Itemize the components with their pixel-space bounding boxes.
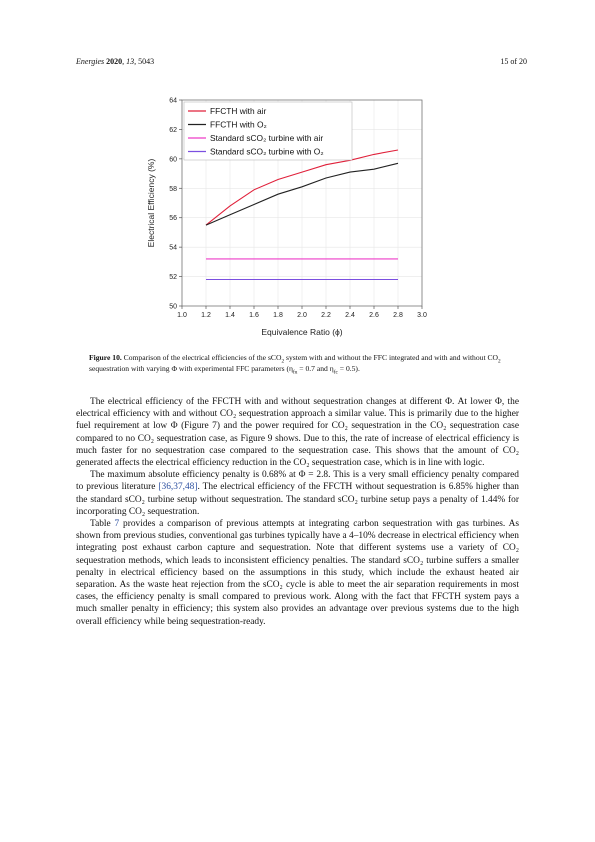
paragraph-text: . The electrical efficiency of the FFCTH without sequestration is 6.85% higher than the standard sCO₂ turbine setup without sequestration. The standard sCO₂ turbine setup pays a penalty of 1.44% for incorporating CO₂ sequestration. <box>76 482 519 517</box>
caption-text: = 0.5). <box>337 364 360 373</box>
y-tick-label: 62 <box>169 126 177 134</box>
caption-sub: fu <box>292 369 298 376</box>
y-tick-label: 50 <box>169 303 177 311</box>
y-tick-label: 56 <box>169 215 177 223</box>
journal-name: Energies <box>76 57 105 66</box>
x-tick-label: 2.6 <box>369 312 379 319</box>
x-tick-label: 2.8 <box>393 312 403 319</box>
table-link[interactable]: 7 <box>114 519 120 530</box>
figure-caption <box>89 352 519 374</box>
legend-entry: FFCTH with air <box>210 106 267 116</box>
y-tick-label: 64 <box>169 97 177 105</box>
x-tick-label: 2.0 <box>297 312 307 319</box>
legend-entry: Standard sCO₂ turbine with O₂ <box>210 146 324 157</box>
page-header <box>76 57 527 69</box>
caption-sub: 2 <box>498 358 501 365</box>
y-tick-label: 52 <box>169 274 177 282</box>
y-tick-label: 54 <box>169 244 177 252</box>
caption-text: sequestration with varying Φ with experimental FFC parameters (η <box>89 364 293 373</box>
body-text <box>76 396 519 628</box>
legend-entry: Standard sCO₂ turbine with air <box>210 133 324 143</box>
y-tick-label: 60 <box>169 156 177 164</box>
x-tick-label: 2.4 <box>345 312 355 319</box>
journal-citation: Energies 2020, 13, 5043 <box>76 57 155 66</box>
x-tick-label: 1.8 <box>273 312 283 319</box>
caption-text: = 0.7 and η <box>297 364 334 373</box>
paragraph-text: The maximum absolute efficiency penalty is 0.68% at Φ = 2.8. This is a very small efficiency penalty compared to previous literature <box>76 470 519 493</box>
x-tick-label: 1.4 <box>225 312 235 319</box>
legend-entry: FFCTH with O₂ <box>210 119 267 130</box>
citation-link[interactable]: [36,37,48] <box>158 482 198 493</box>
x-tick-label: 1.0 <box>177 312 187 319</box>
page-number: 15 of 20 <box>500 57 527 66</box>
x-tick-label: 2.2 <box>321 312 331 319</box>
x-tick-label: 1.2 <box>201 312 211 319</box>
paragraph-text: Table <box>90 519 115 530</box>
paragraph-2 <box>76 469 519 518</box>
efficiency-chart <box>140 92 456 348</box>
caption-text: system with and without the FFC integrated and with and without CO <box>284 353 498 362</box>
caption-sub: fc <box>333 369 338 376</box>
caption-sub: 2 <box>281 358 285 365</box>
journal-year: 2020 <box>106 57 123 66</box>
figure-label: Figure 10. <box>89 353 122 362</box>
paragraph-text: provides a comparison of previous attempts at integrating carbon sequestration with gas turbines. As shown from previous studies, conventional gas turbines typically have a 4–10% decrease in electrical efficiency when integrating post exhaust carbon capture and sequestration. Note that different systems use a variety of CO₂ sequestration methods, which leads to inconsistent efficiency penalties. The standard sCO₂ turbine suffers a smaller penalty in electrical efficiency based on the assumptions in this study, which include the exhaust heated air separation. As the waste heat rejection from the sCO₂ cycle is able to meet the air separation requirements in most cases, the efficiency penalty is small compared to previous work. Along with the fact that FFCTH system pays a much smaller penalty in efficiency; this system also provides an advantage over previous systems due to the high overall efficiency while being sequestration-ready. <box>76 519 519 627</box>
journal-volume: 13 <box>126 57 135 66</box>
x-tick-label: 3.0 <box>417 312 427 319</box>
y-axis-label: Electrical Efficiency (%) <box>146 158 156 248</box>
paragraph-1: The electrical efficiency of the FFCTH with and without sequestration changes at different Φ. At lower Φ, the electrical efficiency with and without CO₂ sequestration approach a similar value. This is primarily due to the higher fuel requirement at low Φ (Figure 7) and the power required for CO₂ sequestration in the CO₂ sequestration case compared to no CO₂ sequestration case, as Figure 9 shows. Due to this, the rate of increase of electrical efficiency is much faster for no sequestration case compared to the sequestration case. This shows that the amount of CO₂ generated affects the electrical efficiency reduction in the CO₂ sequestration case, which is in line with logic. <box>76 397 519 469</box>
caption-text: Comparison of the electrical efficiencies of the sCO <box>121 353 282 362</box>
article-number: 5043 <box>138 57 155 66</box>
paragraph-3 <box>76 518 519 628</box>
y-tick-label: 58 <box>169 185 177 193</box>
x-tick-label: 1.6 <box>249 312 259 319</box>
x-axis-label: Equivalence Ratio (ϕ) <box>261 327 343 337</box>
